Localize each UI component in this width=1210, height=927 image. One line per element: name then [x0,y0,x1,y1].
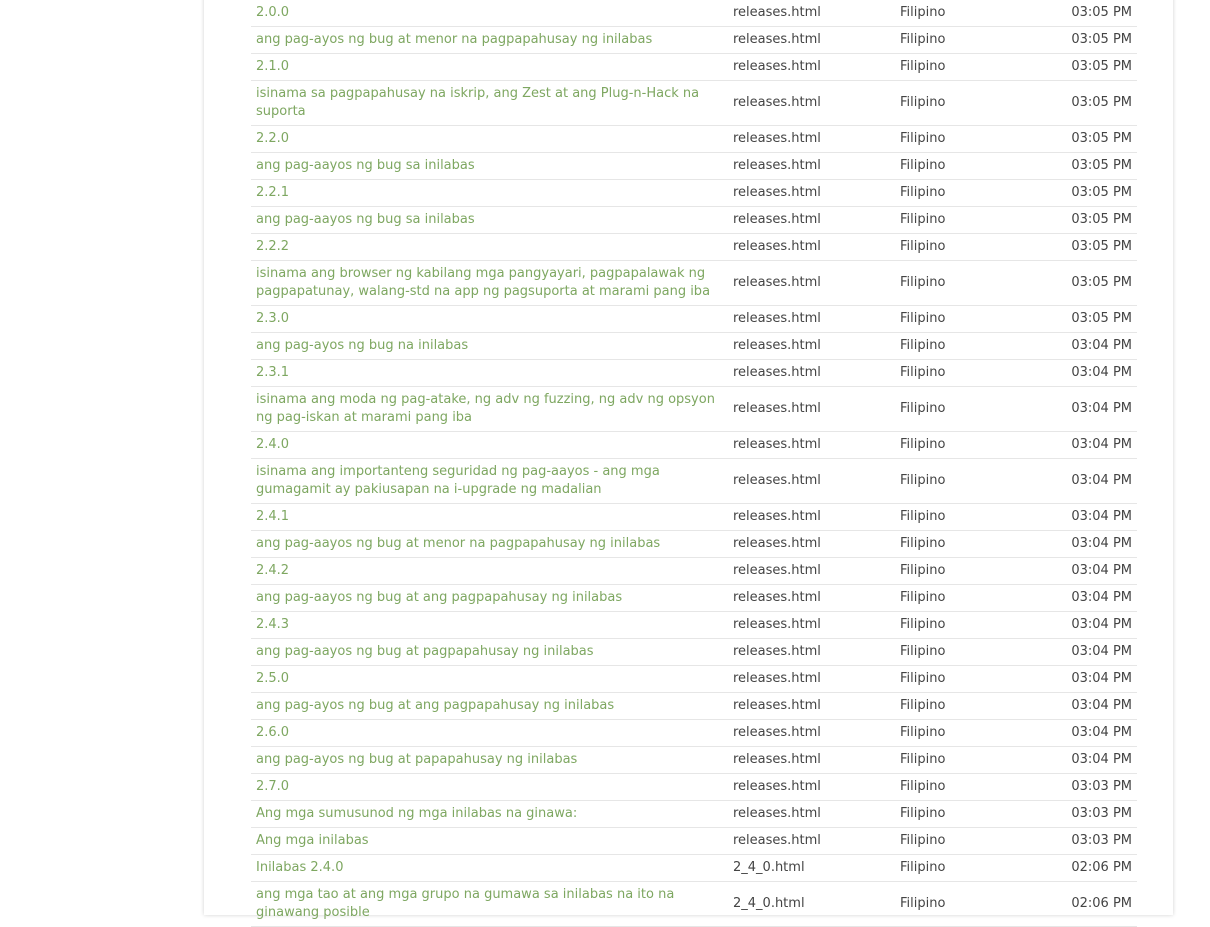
file-cell: releases.html [728,387,895,432]
string-cell [251,54,728,81]
string-link[interactable]: 2.4.2 [256,563,290,578]
table-row [251,360,1137,387]
time-cell: 03:04 PM [1017,720,1137,747]
string-cell [251,27,728,54]
language-cell: Filipino [895,774,1017,801]
string-cell [251,360,728,387]
time-cell: 03:05 PM [1017,27,1137,54]
file-cell: 2_4_0.html [728,855,895,882]
table-row [251,306,1137,333]
time-cell: 03:04 PM [1017,333,1137,360]
string-cell [251,693,728,720]
time-cell: 03:04 PM [1017,639,1137,666]
string-link[interactable]: ang pag-aayos ng bug sa inilabas [256,158,475,173]
language-cell: Filipino [895,504,1017,531]
language-cell: Filipino [895,612,1017,639]
file-cell: releases.html [728,801,895,828]
file-cell: releases.html [728,747,895,774]
language-cell: Filipino [895,333,1017,360]
table-row [251,585,1137,612]
time-cell: 03:05 PM [1017,234,1137,261]
string-link[interactable]: Ang mga inilabas [256,833,369,848]
string-link[interactable]: 2.1.0 [256,59,290,74]
time-cell: 03:04 PM [1017,747,1137,774]
time-cell: 03:03 PM [1017,774,1137,801]
string-cell [251,504,728,531]
time-cell: 03:04 PM [1017,612,1137,639]
string-link[interactable]: 2.0.0 [256,5,290,20]
language-cell: Filipino [895,360,1017,387]
language-cell: Filipino [895,882,1017,927]
string-link[interactable]: ang pag-ayos ng bug na inilabas [256,338,469,353]
string-link[interactable]: 2.3.1 [256,365,290,380]
file-cell: releases.html [728,153,895,180]
time-cell: 03:04 PM [1017,585,1137,612]
file-cell: releases.html [728,558,895,585]
string-link[interactable]: isinama ang moda ng pag-atake, ng adv ng fuzzing, ng adv ng opsyon ng pag-iskan at marami pang iba [256,392,715,425]
table-row [251,747,1137,774]
file-cell: releases.html [728,333,895,360]
string-cell [251,126,728,153]
language-cell: Filipino [895,27,1017,54]
time-cell: 03:04 PM [1017,558,1137,585]
time-cell: 03:05 PM [1017,153,1137,180]
table-row [251,855,1137,882]
language-cell: Filipino [895,531,1017,558]
file-cell: releases.html [728,666,895,693]
string-cell [251,207,728,234]
file-cell: releases.html [728,207,895,234]
table-row [251,666,1137,693]
file-cell: releases.html [728,432,895,459]
string-link[interactable]: 2.5.0 [256,671,290,686]
table-row [251,720,1137,747]
table-row [251,261,1137,306]
string-cell [251,81,728,126]
time-cell: 03:05 PM [1017,207,1137,234]
string-cell [251,234,728,261]
table-row [251,882,1137,927]
string-cell [251,612,728,639]
language-cell: Filipino [895,126,1017,153]
time-cell: 03:05 PM [1017,306,1137,333]
file-cell: releases.html [728,306,895,333]
string-link[interactable]: 2.7.0 [256,779,290,794]
language-cell: Filipino [895,180,1017,207]
file-cell: releases.html [728,828,895,855]
time-cell: 03:05 PM [1017,0,1137,27]
time-cell: 03:04 PM [1017,666,1137,693]
string-cell [251,459,728,504]
file-cell: releases.html [728,180,895,207]
string-link[interactable]: isinama ang browser ng kabilang mga pangyayari, pagpapalawak ng pagpapatunay, walang-std na app ng pagsuporta at marami pang iba [256,266,711,299]
table-row [251,207,1137,234]
time-cell: 03:04 PM [1017,531,1137,558]
string-cell [251,333,728,360]
table-row [251,126,1137,153]
string-cell [251,747,728,774]
table-row [251,558,1137,585]
table-row [251,774,1137,801]
table-row [251,180,1137,207]
string-link[interactable]: ang pag-aayos ng bug sa inilabas [256,212,475,227]
table-body [251,0,1137,927]
language-cell: Filipino [895,234,1017,261]
string-link[interactable]: 2.3.0 [256,311,290,326]
string-link[interactable]: 2.4.0 [256,437,290,452]
file-cell: releases.html [728,693,895,720]
time-cell: 03:04 PM [1017,360,1137,387]
table-row [251,828,1137,855]
file-cell: releases.html [728,234,895,261]
string-link[interactable]: ang pag-aayos ng bug at pagpapahusay ng inilabas [256,644,594,659]
string-cell [251,666,728,693]
table-row [251,234,1137,261]
file-cell: releases.html [728,612,895,639]
language-cell: Filipino [895,720,1017,747]
table-row [251,801,1137,828]
file-cell: releases.html [728,54,895,81]
language-cell: Filipino [895,585,1017,612]
language-cell: Filipino [895,261,1017,306]
file-cell: 2_4_0.html [728,882,895,927]
string-link[interactable]: ang pag-aayos ng bug at menor na pagpapahusay ng inilabas [256,536,661,551]
language-cell: Filipino [895,0,1017,27]
string-link[interactable]: ang pag-ayos ng bug at menor na pagpapahusay ng inilabas [256,32,653,47]
language-cell: Filipino [895,306,1017,333]
language-cell: Filipino [895,81,1017,126]
string-link[interactable]: 2.4.1 [256,509,290,524]
table-row [251,54,1137,81]
language-cell: Filipino [895,207,1017,234]
table-row [251,612,1137,639]
string-cell [251,0,728,27]
language-cell: Filipino [895,693,1017,720]
string-cell [251,387,728,432]
file-cell: releases.html [728,459,895,504]
string-link[interactable]: 2.6.0 [256,725,290,740]
language-cell: Filipino [895,54,1017,81]
language-cell: Filipino [895,801,1017,828]
time-cell: 02:06 PM [1017,882,1137,927]
string-link[interactable]: ang pag-ayos ng bug at ang pagpapahusay ng inilabas [256,698,615,713]
string-link[interactable]: Inilabas 2.4.0 [256,860,344,875]
file-cell: releases.html [728,126,895,153]
time-cell: 03:03 PM [1017,801,1137,828]
table-row [251,387,1137,432]
language-cell: Filipino [895,747,1017,774]
string-link[interactable]: isinama ang importanteng seguridad ng pag-aayos - ang mga gumagamit ay pakiusapan na i-upgrade ng madalian [256,464,660,497]
table-row [251,432,1137,459]
language-cell: Filipino [895,666,1017,693]
language-cell: Filipino [895,828,1017,855]
table-row [251,333,1137,360]
table-row [251,27,1137,54]
language-cell: Filipino [895,459,1017,504]
time-cell: 03:03 PM [1017,828,1137,855]
table-row [251,81,1137,126]
table-row [251,459,1137,504]
language-cell: Filipino [895,558,1017,585]
string-cell [251,261,728,306]
time-cell: 03:04 PM [1017,459,1137,504]
file-cell: releases.html [728,531,895,558]
string-cell [251,801,728,828]
translations-table [251,0,1137,927]
time-cell: 03:04 PM [1017,693,1137,720]
string-cell [251,306,728,333]
table-row [251,639,1137,666]
time-cell: 03:05 PM [1017,261,1137,306]
string-cell [251,774,728,801]
file-cell: releases.html [728,81,895,126]
time-cell: 02:06 PM [1017,855,1137,882]
file-cell: releases.html [728,720,895,747]
string-link[interactable]: 2.2.2 [256,239,290,254]
time-cell: 03:05 PM [1017,180,1137,207]
time-cell: 03:05 PM [1017,126,1137,153]
table-row [251,0,1137,27]
time-cell: 03:04 PM [1017,387,1137,432]
file-cell: releases.html [728,27,895,54]
language-cell: Filipino [895,432,1017,459]
file-cell: releases.html [728,639,895,666]
table-row [251,153,1137,180]
string-cell [251,558,728,585]
file-cell: releases.html [728,360,895,387]
string-cell [251,585,728,612]
language-cell: Filipino [895,639,1017,666]
table-row [251,693,1137,720]
string-cell [251,180,728,207]
string-link[interactable]: 2.4.3 [256,617,290,632]
time-cell: 03:05 PM [1017,54,1137,81]
content-panel [204,0,1173,920]
string-link[interactable]: ang pag-ayos ng bug at papapahusay ng inilabas [256,752,578,767]
file-cell: releases.html [728,774,895,801]
string-link[interactable]: isinama sa pagpapahusay na iskrip, ang Zest at ang Plug-n-Hack na suporta [256,86,700,119]
time-cell: 03:04 PM [1017,432,1137,459]
language-cell: Filipino [895,855,1017,882]
string-cell [251,882,728,927]
time-cell: 03:04 PM [1017,504,1137,531]
string-cell [251,531,728,558]
file-cell: releases.html [728,261,895,306]
language-cell: Filipino [895,153,1017,180]
string-cell [251,153,728,180]
language-cell: Filipino [895,387,1017,432]
table-row [251,504,1137,531]
string-link[interactable]: ang mga tao at ang mga grupo na gumawa sa inilabas na ito na ginawang posible [256,887,675,920]
string-cell [251,828,728,855]
string-cell [251,855,728,882]
string-cell [251,432,728,459]
table-row [251,531,1137,558]
file-cell: releases.html [728,0,895,27]
string-link[interactable]: Ang mga sumusunod ng mga inilabas na ginawa: [256,806,578,821]
time-cell: 03:05 PM [1017,81,1137,126]
string-link[interactable]: 2.2.0 [256,131,290,146]
string-cell [251,639,728,666]
file-cell: releases.html [728,585,895,612]
string-link[interactable]: ang pag-aayos ng bug at ang pagpapahusay ng inilabas [256,590,623,605]
file-cell: releases.html [728,504,895,531]
string-cell [251,720,728,747]
string-link[interactable]: 2.2.1 [256,185,290,200]
